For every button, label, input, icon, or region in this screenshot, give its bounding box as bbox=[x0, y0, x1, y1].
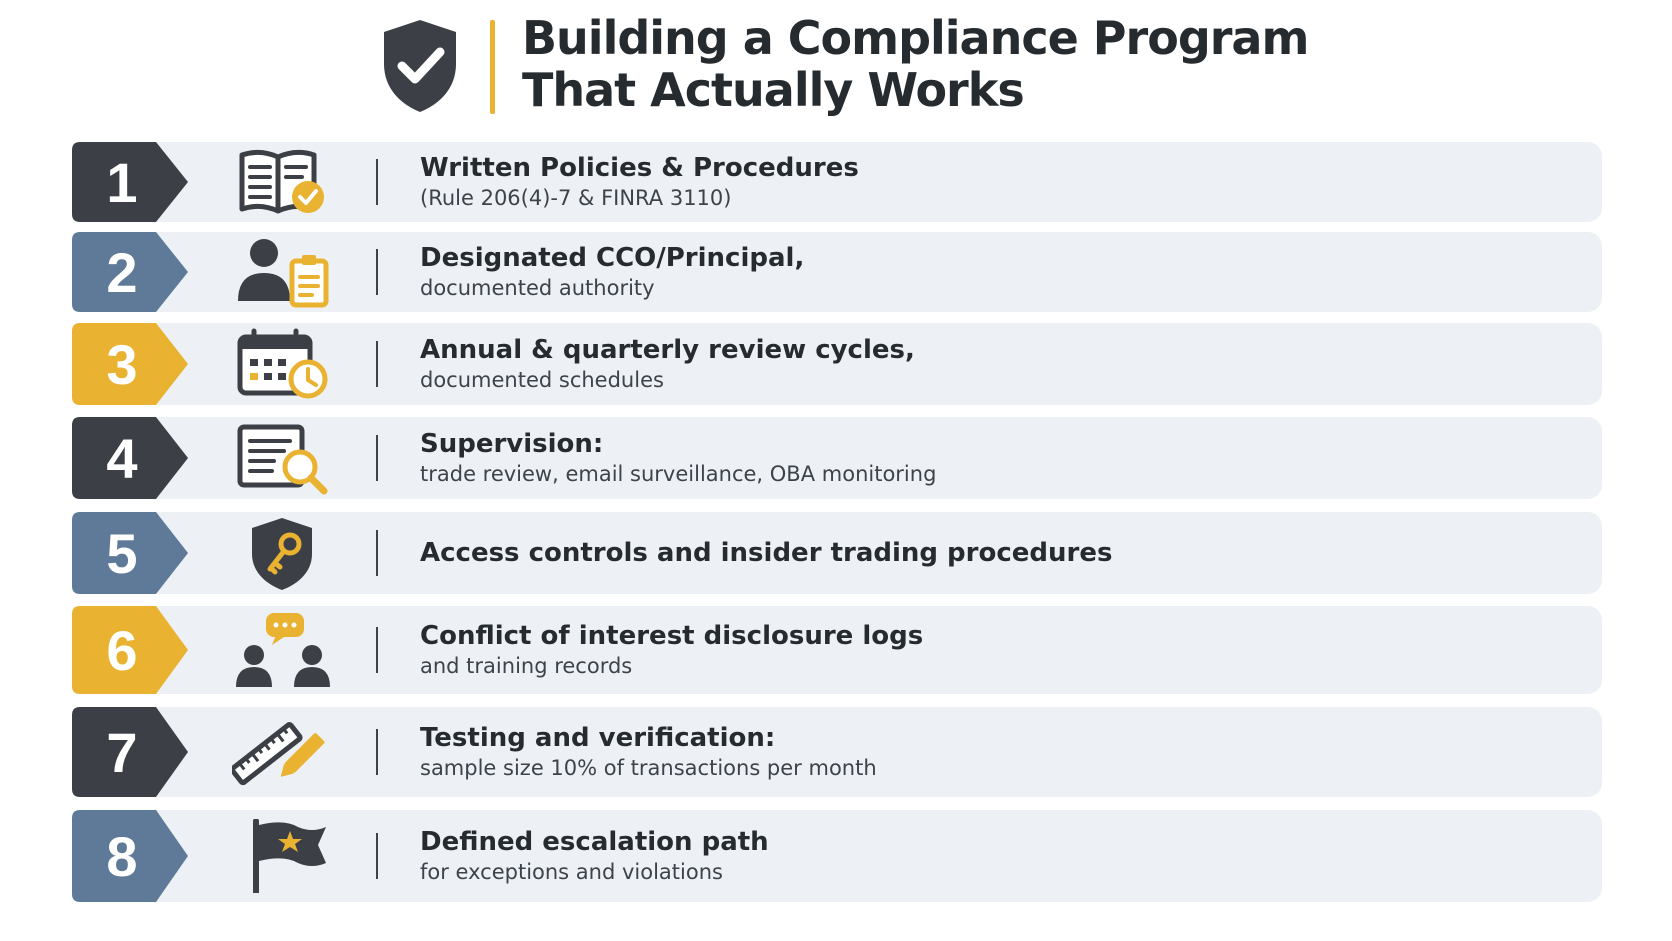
step-number-badge bbox=[72, 512, 190, 594]
page-title-line-2: That Actually Works bbox=[522, 63, 1024, 117]
step-title: Supervision: bbox=[420, 429, 604, 459]
step-title: Annual & quarterly review cycles, bbox=[420, 335, 915, 365]
row-separator bbox=[376, 341, 378, 387]
step-text bbox=[420, 620, 1520, 680]
step-row-5 bbox=[72, 512, 1602, 594]
step-number-badge bbox=[72, 142, 190, 222]
row-separator bbox=[376, 627, 378, 673]
step-title: Conflict of interest disclosure logs bbox=[420, 621, 924, 651]
step-row-6 bbox=[72, 606, 1602, 694]
step-subtitle: documented authority bbox=[420, 276, 655, 300]
step-number: 3 bbox=[106, 332, 138, 396]
step-number: 7 bbox=[106, 720, 138, 784]
row-separator bbox=[376, 833, 378, 879]
row-separator bbox=[376, 159, 378, 205]
step-number-badge bbox=[72, 810, 190, 902]
step-number-badge bbox=[72, 417, 190, 499]
step-title: Defined escalation path bbox=[420, 827, 769, 857]
document-search-icon bbox=[232, 421, 332, 495]
people-chat-icon bbox=[232, 613, 332, 687]
step-number: 6 bbox=[106, 618, 138, 682]
step-number-badge bbox=[72, 707, 190, 797]
step-text bbox=[420, 334, 1520, 394]
step-text bbox=[420, 428, 1520, 488]
step-text bbox=[420, 537, 1520, 569]
step-title: Written Policies & Procedures bbox=[420, 153, 859, 183]
step-subtitle: documented schedules bbox=[420, 368, 664, 392]
row-separator bbox=[376, 435, 378, 481]
step-row-4 bbox=[72, 417, 1602, 499]
step-subtitle: for exceptions and violations bbox=[420, 860, 723, 884]
step-text bbox=[420, 826, 1520, 886]
step-number: 1 bbox=[106, 150, 138, 214]
calendar-clock-icon bbox=[232, 327, 332, 401]
step-subtitle: and training records bbox=[420, 654, 633, 678]
step-row-3 bbox=[72, 323, 1602, 405]
step-subtitle: trade review, email surveillance, OBA monitoring bbox=[420, 462, 937, 486]
steps-list bbox=[72, 0, 1602, 941]
step-row-2 bbox=[72, 232, 1602, 312]
step-subtitle: sample size 10% of transactions per month bbox=[420, 756, 877, 780]
person-clipboard-icon bbox=[232, 235, 332, 309]
step-number: 8 bbox=[106, 824, 138, 888]
step-subtitle: (Rule 206(4)-7 & FINRA 3110) bbox=[420, 186, 732, 210]
step-row-1 bbox=[72, 142, 1602, 222]
step-title: Testing and verification: bbox=[420, 723, 776, 753]
row-separator bbox=[376, 729, 378, 775]
flag-star-icon bbox=[232, 819, 332, 893]
step-number: 2 bbox=[106, 240, 138, 304]
step-row-7 bbox=[72, 707, 1602, 797]
step-row-8 bbox=[72, 810, 1602, 902]
shield-key-icon bbox=[232, 516, 332, 590]
step-number: 4 bbox=[106, 426, 138, 490]
step-number: 5 bbox=[106, 521, 138, 585]
row-separator bbox=[376, 530, 378, 576]
step-title: Access controls and insider trading procedures bbox=[420, 538, 1113, 568]
step-text bbox=[420, 152, 1520, 212]
row-separator bbox=[376, 249, 378, 295]
step-number-badge bbox=[72, 606, 190, 694]
page-title-line-1: Building a Compliance Program bbox=[522, 11, 1309, 65]
ruler-pencil-icon bbox=[232, 715, 332, 789]
step-number-badge bbox=[72, 232, 190, 312]
step-title: Designated CCO/Principal, bbox=[420, 243, 805, 273]
step-number-badge bbox=[72, 323, 190, 405]
step-text bbox=[420, 722, 1520, 782]
step-text bbox=[420, 242, 1520, 302]
policy-book-icon bbox=[232, 145, 332, 219]
